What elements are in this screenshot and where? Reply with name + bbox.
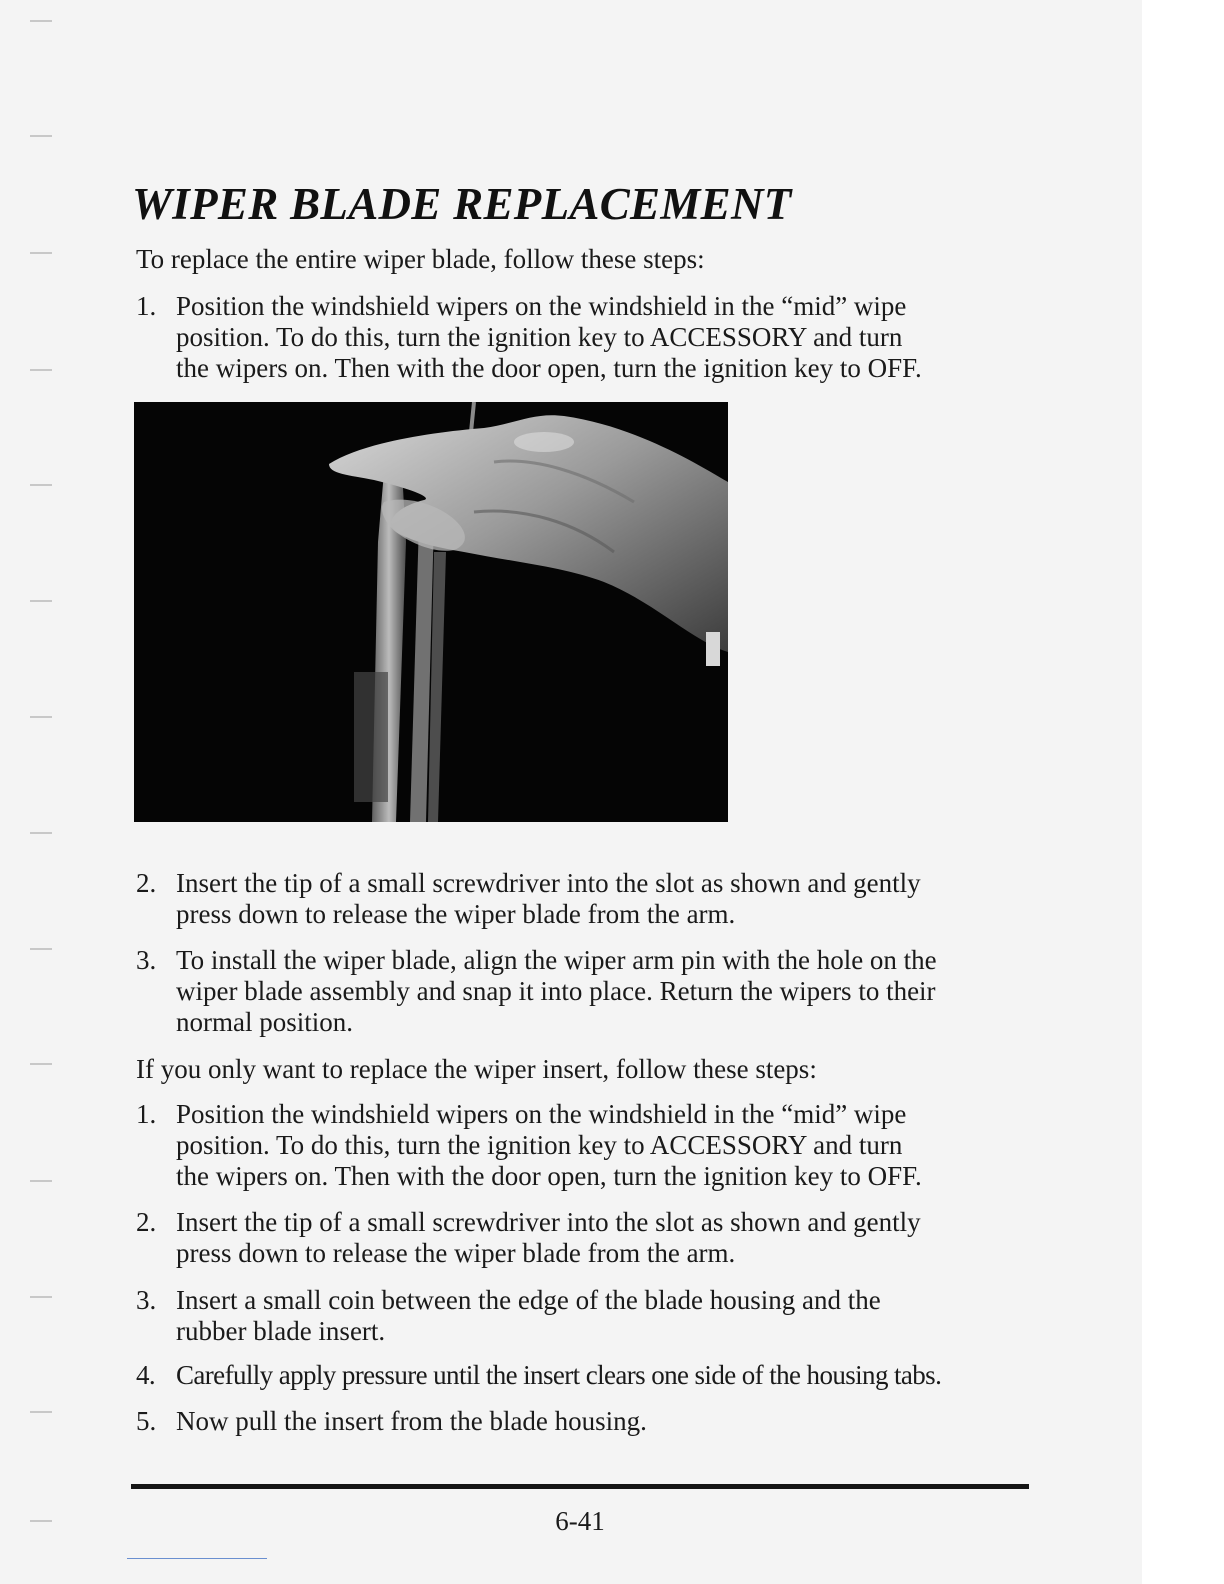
bottom-link-underline xyxy=(127,1558,267,1559)
step-number: 5. xyxy=(136,1406,157,1436)
section1-step-2 xyxy=(136,868,1046,930)
page-number: 6-41 xyxy=(555,1506,605,1536)
step-number: 1. xyxy=(136,1099,157,1129)
section2-step-2 xyxy=(136,1207,1046,1269)
step-number: 1. xyxy=(136,291,157,321)
margin-tick xyxy=(30,369,52,371)
margin-tick xyxy=(30,716,52,718)
margin-tick xyxy=(30,600,52,602)
hand-and-wiper-illustration xyxy=(134,402,728,822)
footer-rule xyxy=(131,1484,1029,1489)
section2-step-4 xyxy=(136,1360,1076,1391)
margin-tick xyxy=(30,948,52,950)
step-text: Position the windshield wipers on the windshield in the “mid” wipe position. To do this, turn the ignition key to ACCESSORY and turn the wipers on. Then with the door open, turn the ignition key to OFF. xyxy=(176,291,922,383)
margin-tick xyxy=(30,484,52,486)
margin-tick xyxy=(30,832,52,834)
section1-step-3 xyxy=(136,945,1046,1038)
margin-tick xyxy=(30,252,52,254)
step-text: To install the wiper blade, align the wiper arm pin with the hole on the wiper blade assembly and snap it into place. Return the wipers to their normal position. xyxy=(176,945,937,1037)
margin-tick xyxy=(30,1180,52,1182)
step-number: 4. xyxy=(136,1360,156,1390)
page-title: WIPER BLADE REPLACEMENT xyxy=(132,179,792,229)
wiper-removal-photo xyxy=(134,402,728,822)
section2-step-1 xyxy=(136,1099,1046,1192)
section2-step-5 xyxy=(136,1406,1046,1437)
step-text: Position the windshield wipers on the windshield in the “mid” wipe position. To do this, turn the ignition key to ACCESSORY and turn the wipers on. Then with the door open, turn the ignition key to OFF. xyxy=(176,1099,922,1191)
step-text: Insert a small coin between the edge of the blade housing and the rubber blade insert. xyxy=(176,1285,881,1346)
step-text: Now pull the insert from the blade housing. xyxy=(176,1406,647,1436)
page-edge-strip xyxy=(1142,0,1224,1584)
margin-tick xyxy=(30,20,52,22)
step-text: Insert the tip of a small screwdriver into the slot as shown and gently press down to release the wiper blade from the arm. xyxy=(176,868,921,929)
step-number: 2. xyxy=(136,868,157,898)
margin-tick xyxy=(30,1411,52,1413)
section1-intro: To replace the entire wiper blade, follow these steps: xyxy=(136,244,705,274)
step-text: Insert the tip of a small screwdriver into the slot as shown and gently press down to release the wiper blade from the arm. xyxy=(176,1207,921,1268)
margin-tick xyxy=(30,1063,52,1065)
step-number: 3. xyxy=(136,1285,157,1315)
margin-tick xyxy=(30,135,52,137)
section1-step-1 xyxy=(136,291,1046,384)
section2-intro: If you only want to replace the wiper insert, follow these steps: xyxy=(136,1054,817,1084)
step-number: 2. xyxy=(136,1207,157,1237)
step-number: 3. xyxy=(136,945,157,975)
margin-tick xyxy=(30,1296,52,1298)
section2-step-3 xyxy=(136,1285,1046,1347)
step-text: Carefully apply pressure until the insert clears one side of the housing tabs. xyxy=(176,1360,942,1390)
margin-tick-marks xyxy=(0,0,60,1584)
